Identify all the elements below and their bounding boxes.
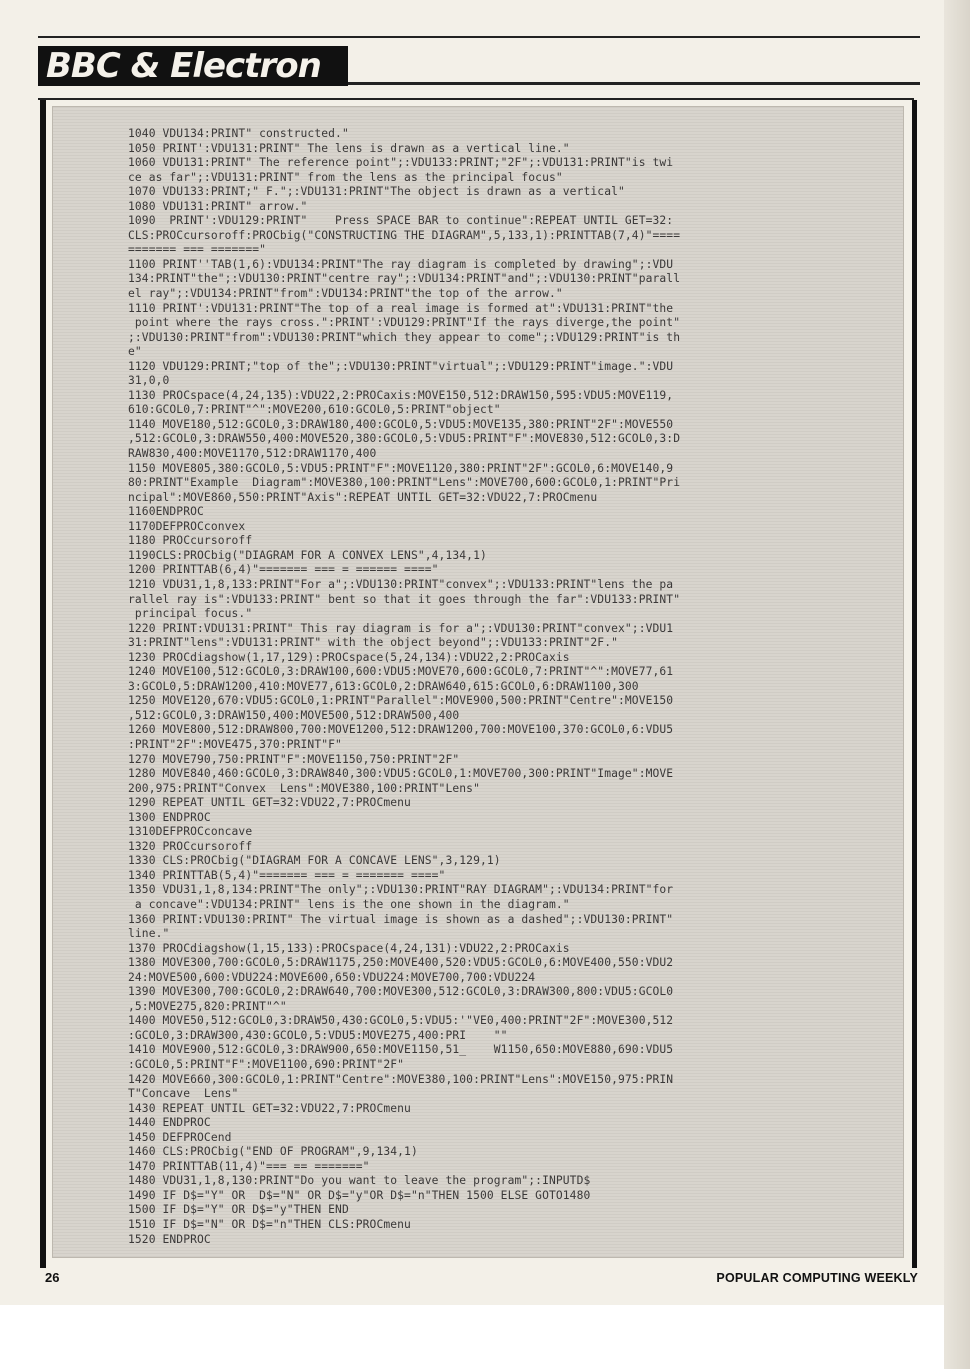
listing-line: ncipal":MOVE860,550:PRINT"Axis":REPEAT UNTIL GET=32:VDU22,7:PROCmenu — [128, 490, 598, 504]
listing-line: 1240 MOVE100,512:GCOL0,3:DRAW100,600:VDU5:MOVE70,600:GCOL0,7:PRINT"^":MOVE77,61 — [128, 665, 674, 679]
listing-line: 1250 MOVE120,670:VDU5:GCOL0,1:PRINT"Parallel":MOVE900,500:PRINT"Centre":MOVE150 — [128, 694, 674, 708]
listing-line: point where the rays cross.":PRINT':VDU129:PRINT"If the rays diverge,the point" — [128, 316, 681, 330]
listing-line: 1260 MOVE800,512:DRAW800,700:MOVE1200,512:DRAW1200,700:MOVE100,370:GCOL0,6:VDU5 — [128, 723, 674, 737]
listing-line: 1210 VDU31,1,8,133:PRINT"For a";:VDU130:PRINT"convex";:VDU133:PRINT"lens the pa — [128, 577, 674, 591]
listing-line: 1430 REPEAT UNTIL GET=32:VDU22,7:PROCmenu — [128, 1101, 411, 1115]
listing-line: ,512:GCOL0,3:DRAW550,400:MOVE520,380:GCOL0,5:VDU5:PRINT"F":MOVE830,512:GCOL0,3:D — [128, 432, 681, 446]
listing-line: ,512:GCOL0,3:DRAW150,400:MOVE500,512:DRAW500,400 — [128, 708, 460, 722]
listing-line: 1120 VDU129:PRINT;"top of the";:VDU130:PRINT"virtual";:VDU129:PRINT"image.":VDU — [128, 359, 674, 373]
listing-line: 1230 PROCdiagshow(1,17,129):PROCspace(5,24,134):VDU22,2:PROCaxis — [128, 650, 570, 664]
listing-line: 1190CLS:PROCbig("DIAGRAM FOR A CONVEX LENS",4,134,1) — [128, 548, 487, 562]
listing-line: 1360 PRINT:VDU130:PRINT" The virtual image is shown as a dashed";:VDU130:PRINT" — [128, 912, 674, 926]
listing-line: 1280 MOVE840,460:GCOL0,3:DRAW840,300:VDU5:GCOL0,1:MOVE700,300:PRINT"Image":MOVE — [128, 767, 674, 781]
listing-line: :GCOL0,5:PRINT"F":MOVE1100,690:PRINT"2F" — [128, 1058, 405, 1071]
listing-line: 1090 PRINT':VDU129:PRINT" Press SPACE BAR to continue":REPEAT UNTIL GET=32: — [128, 214, 674, 228]
listing-line: 1110 PRINT':VDU131:PRINT"The top of a real image is formed at":VDU131:PRINT"the — [128, 301, 674, 315]
listing-line: 134:PRINT"the";:VDU130:PRINT"centre ray";:VDU134:PRINT"and";:VDU130:PRINT"parall — [128, 272, 681, 286]
listing-line: 1150 MOVE805,380:GCOL0,5:VDU5:PRINT"F":MOVE1120,380:PRINT"2F":GCOL0,6:MOVE140,9 — [128, 461, 674, 475]
section-title: BBC & Electron — [46, 46, 321, 86]
listing-line: 1380 MOVE300,700:GCOL0,5:DRAW1175,250:MOVE400,520:VDU5:GCOL0,6:MOVE400,550:VDU2 — [128, 956, 674, 970]
listing-line: 1140 MOVE180,512:GCOL0,3:DRAW180,400:GCOL0,5:VDU5:MOVE135,380:PRINT"2F":MOVE550 — [128, 417, 674, 431]
listing-line: 1500 IF D$="Y" OR D$="y"THEN END — [128, 1203, 349, 1217]
listing-line: a concave":VDU134:PRINT" lens is the one shown in the diagram." — [128, 897, 570, 911]
listing-line: rallel ray is":VDU133:PRINT" bent so that it goes through the far":VDU133:PRINT" — [128, 592, 681, 606]
listing-line: 1040 VDU134:PRINT" constructed." — [128, 127, 349, 140]
listing-line: 24:MOVE500,600:VDU224:MOVE600,650:VDU224:MOVE700,700:VDU224 — [128, 970, 536, 984]
listing-line: 1300 ENDPROC — [128, 810, 211, 824]
listing-line: 1060 VDU131:PRINT" The reference point";:VDU133:PRINT;"2F";:VDU131:PRINT"is twi — [128, 156, 674, 170]
program-listing — [128, 127, 838, 1247]
listing-line: 1340 PRINTTAB(5,4)"======= === = ======= ====" — [128, 868, 446, 882]
listing-line: 31:PRINT"lens":VDU131:PRINT" with the object beyond";:VDU133:PRINT"2F." — [128, 636, 618, 650]
listing-line: 1510 IF D$="N" OR D$="n"THEN CLS:PROCmenu — [128, 1218, 411, 1232]
listing-line: el ray";:VDU134:PRINT"from":VDU134:PRINT"the top of the arrow." — [128, 287, 563, 301]
listing-line: RAW830,400:MOVE1170,512:DRAW1170,400 — [128, 447, 377, 461]
listing-line: 1290 REPEAT UNTIL GET=32:VDU22,7:PROCmenu — [128, 796, 411, 810]
listing-line: 200,975:PRINT"Convex Lens":MOVE380,100:PRINT"Lens" — [128, 781, 480, 795]
listing-line: 610:GCOL0,7:PRINT"^":MOVE200,610:GCOL0,5:PRINT"object" — [128, 403, 501, 417]
listing-line: 1420 MOVE660,300:GCOL0,1:PRINT"Centre":MOVE380,100:PRINT"Lens":MOVE150,975:PRIN — [128, 1072, 674, 1086]
listing-line: 1490 IF D$="Y" OR D$="N" OR D$="y"OR D$="n"THEN 1500 ELSE GOTO1480 — [128, 1188, 591, 1202]
page-edge-shadow — [944, 0, 970, 1369]
listing-line: T"Concave Lens" — [128, 1087, 239, 1101]
listing-line: 1100 PRINT''TAB(1,6):VDU134:PRINT"The ray diagram is completed by drawing";:VDU — [128, 257, 674, 271]
listing-line: 1270 MOVE790,750:PRINT"F":MOVE1150,750:PRINT"2F" — [128, 752, 460, 766]
right-column-bar — [912, 100, 917, 1268]
listing-line: 1460 CLS:PROCbig("END OF PROGRAM",9,134,1) — [128, 1145, 418, 1159]
listing-line: 1520 ENDPROC — [128, 1232, 211, 1246]
listing-frame-top — [38, 98, 914, 100]
listing-line: 1170DEFPROCconvex — [128, 519, 246, 533]
listing-line: 1320 PROCcursoroff — [128, 839, 253, 853]
listing-line: e" — [128, 345, 142, 359]
listing-line: 1330 CLS:PROCbig("DIAGRAM FOR A CONCAVE LENS",3,129,1) — [128, 854, 501, 868]
listing-line: 1200 PRINTTAB(6,4)"======= === = ====== ====" — [128, 563, 439, 577]
listing-line: CLS:PROCcursoroff:PROCbig("CONSTRUCTING THE DIAGRAM",5,133,1):PRINTTAB(7,4)"==== — [128, 228, 681, 242]
listing-line: 1080 VDU131:PRINT" arrow." — [128, 199, 308, 213]
listing-line: 1480 VDU31,1,8,130:PRINT"Do you want to leave the program";:INPUTD$ — [128, 1174, 591, 1188]
listing-line: 1410 MOVE900,512:GCOL0,3:DRAW900,650:MOVE1150,51_ W1150,650:MOVE880,690:VDU5 — [128, 1043, 674, 1057]
listing-line: 1310DEFPROCconcave — [128, 825, 253, 839]
listing-line: 1070 VDU133:PRINT;" F.";:VDU131:PRINT"The object is drawn as a vertical" — [128, 185, 625, 199]
listing-line: 80:PRINT"Example Diagram":MOVE380,100:PRINT"Lens":MOVE700,600:GCOL0,1:PRINT"Pri — [128, 476, 681, 490]
listing-line: line." — [128, 927, 170, 941]
listing-line: 1160ENDPROC — [128, 505, 204, 519]
listing-line: :GCOL0,3:DRAW300,430:GCOL0,5:VDU5:MOVE275,400:PRI "" — [128, 1028, 508, 1042]
listing-line: 1180 PROCcursoroff — [128, 534, 253, 548]
listing-line: principal focus." — [128, 607, 253, 621]
listing-line: ce as far";:VDU131:PRINT" from the lens as the principal focus" — [128, 170, 563, 184]
listing-line: 3:GCOL0,5:DRAW1200,410:MOVE77,613:GCOL0,2:DRAW640,615:GCOL0,6:DRAW1100,300 — [128, 679, 639, 693]
listing-line: 1370 PROCdiagshow(1,15,133):PROCspace(4,24,131):VDU22,2:PROCaxis — [128, 941, 570, 955]
listing-line: 1050 PRINT':VDU131:PRINT" The lens is drawn as a vertical line." — [128, 141, 570, 155]
listing-line: ,5:MOVE275,820:PRINT"^" — [128, 999, 287, 1013]
page-bottom-margin — [0, 1305, 944, 1369]
listing-line: ======= === =======" — [128, 243, 267, 257]
listing-line: 1390 MOVE300,700:GCOL0,2:DRAW640,700:MOVE300,512:GCOL0,3:DRAW300,800:VDU5:GCOL0 — [128, 985, 674, 999]
left-column-bar — [40, 100, 46, 1268]
listing-line: 1220 PRINT:VDU131:PRINT" This ray diagram is for a";:VDU130:PRINT"convex";:VDU1 — [128, 621, 674, 635]
listing-line: 1350 VDU31,1,8,134:PRINT"The only";:VDU130:PRINT"RAY DIAGRAM";:VDU134:PRINT"for — [128, 883, 674, 897]
listing-line: 1130 PROCspace(4,24,135):VDU22,2:PROCaxis:MOVE150,512:DRAW150,595:VDU5:MOVE119, — [128, 388, 674, 402]
top-rule — [38, 36, 920, 38]
listing-line: ;:VDU130:PRINT"from":VDU130:PRINT"which they appear to come";:VDU129:PRINT"is th — [128, 330, 681, 344]
listing-line: 1450 DEFPROCend — [128, 1130, 232, 1144]
listing-line: :PRINT"2F":MOVE475,370:PRINT"F" — [128, 737, 342, 751]
header-rule — [348, 82, 920, 85]
listing-line: 31,0,0 — [128, 374, 170, 388]
publication-name: POPULAR COMPUTING WEEKLY — [716, 1271, 918, 1285]
listing-line: 1440 ENDPROC — [128, 1116, 211, 1130]
page-number: 26 — [45, 1270, 60, 1285]
listing-line: 1470 PRINTTAB(11,4)"=== == =======" — [128, 1159, 370, 1173]
listing-line: 1400 MOVE50,512:GCOL0,3:DRAW50,430:GCOL0,5:VDU5:'"VE0,400:PRINT"2F":MOVE300,512 — [128, 1014, 674, 1028]
